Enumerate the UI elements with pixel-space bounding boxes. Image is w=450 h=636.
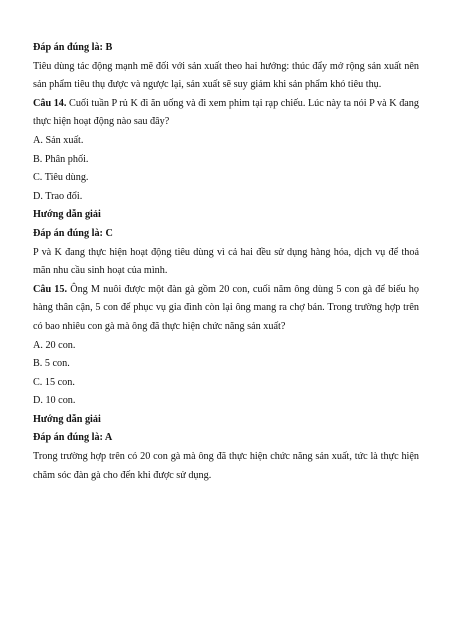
q15-option-d: D. 10 con. — [33, 395, 76, 407]
q14-option-b: B. Phân phối. — [33, 153, 89, 165]
q15-explanation: Trong trường hợp trên có 20 con gà mà ông đã thực hiện chức năng sản xuất, tức là thực hiện chăm sóc đàn gà cho đến khi được sử dụng. — [33, 451, 419, 481]
answer-prev: Đáp án đúng là: B — [33, 42, 113, 53]
question-15 — [33, 281, 419, 337]
q15-option-c: C. 15 con. — [33, 376, 75, 388]
document-body — [33, 39, 419, 485]
explanation-prev: Tiêu dùng tác động mạnh mẽ đối với sản xuất theo hai hướng: thúc đẩy mở rộng sản xuất nên sản phẩm tiêu thụ được và ngược lại, sản xuất sẽ suy giảm khi sản phẩm khó tiêu thụ. — [33, 60, 419, 91]
q15-option-b: B. 5 con. — [33, 358, 70, 370]
q15-guide-heading: Hướng dẫn giải — [33, 413, 101, 425]
q14-answer: Đáp án đúng là: C — [33, 227, 113, 239]
q15-answer: Đáp án đúng là: A — [33, 432, 113, 444]
q14-option-a: A. Sản xuất. — [33, 134, 84, 146]
question-14-text: Cuối tuần P rủ K đi ăn uống và đi xem phim tại rạp chiếu. Lúc này ta nói P và K đang thực hiện hoạt động nào sau đây? — [33, 97, 419, 128]
q14-explanation: P và K đang thực hiện hoạt động tiêu dùng vì cả hai đều sử dụng hàng hóa, dịch vụ để thoả mãn nhu cầu sinh hoạt của mình. — [33, 246, 419, 277]
question-14-label: Câu 14. — [33, 97, 67, 109]
question-14 — [33, 95, 419, 132]
q14-option-c: C. Tiêu dùng. — [33, 172, 89, 184]
question-15-label: Câu 15. — [33, 283, 68, 295]
q14-guide-heading: Hướng dẫn giải — [33, 209, 101, 221]
question-15-text: Ông M nuôi được một đàn gà gồm 20 con, cuối năm ông dùng 5 con gà để biếu họ hàng thân cận, 5 con để phục vụ gia đình còn lại ông mang ra chợ bán. Trong trường hợp trên có bao nhiêu con gà mà ông đã thực hiện chức năng sản xuất? — [33, 283, 419, 332]
q15-option-a: A. 20 con. — [33, 339, 76, 351]
q14-option-d: D. Trao đổi. — [33, 190, 83, 202]
